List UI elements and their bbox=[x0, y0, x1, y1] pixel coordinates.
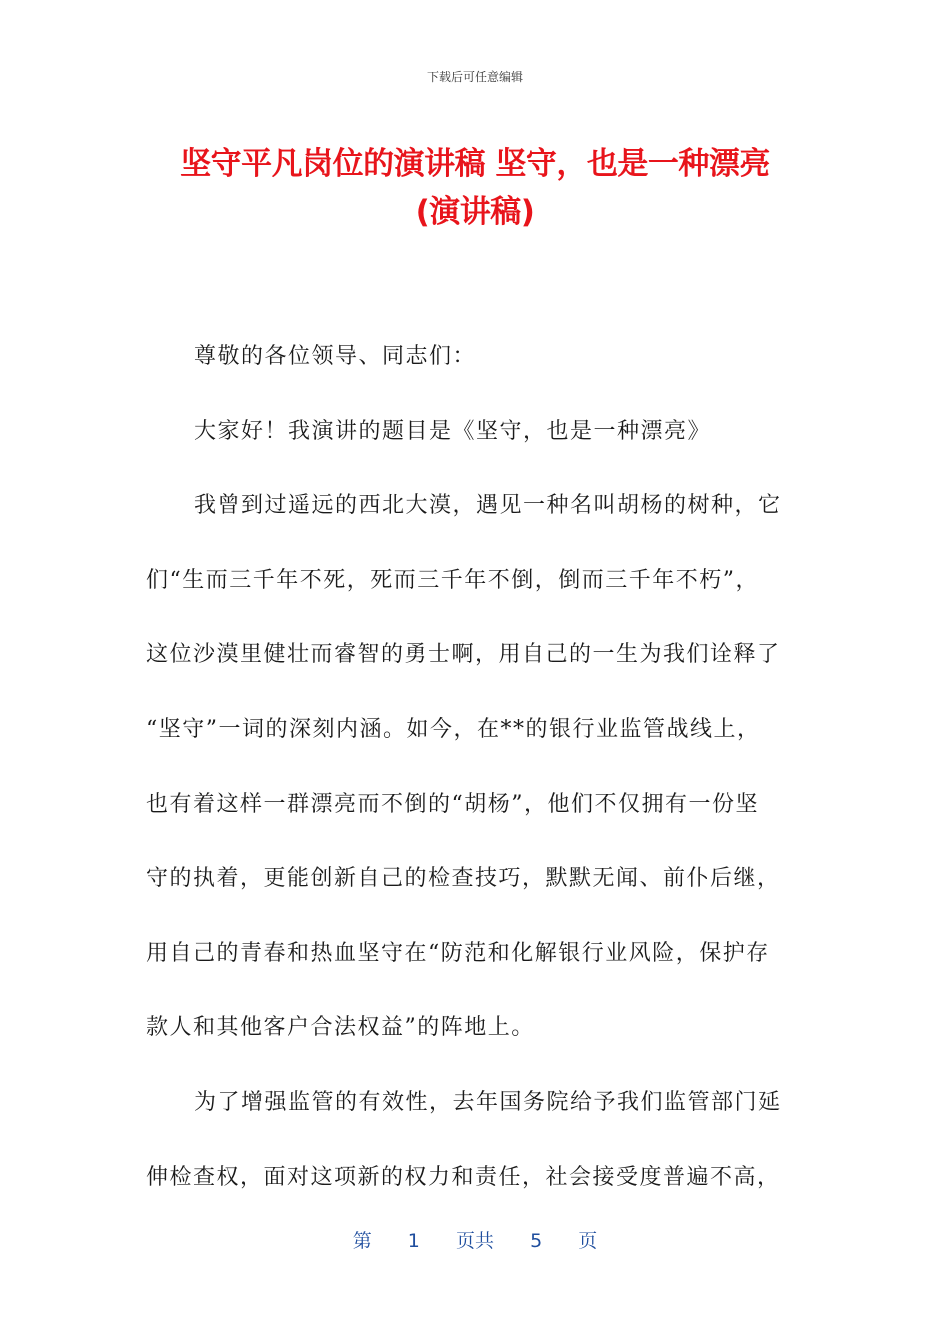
header-note: 下载后可任意编辑 bbox=[426, 70, 523, 84]
page-label-mid: 页共 bbox=[455, 1230, 494, 1252]
paragraph-line: 我曾到过遥远的西北大漠，遇见一种名叫胡杨的树种，它 bbox=[194, 493, 782, 519]
current-page-number: 1 bbox=[407, 1230, 420, 1252]
title-line-2: (演讲稿) bbox=[415, 194, 535, 230]
paragraph-line: 伸检查权，面对这项新的权力和责任，社会接受度普遍不高， bbox=[146, 1164, 781, 1190]
page-footer bbox=[0, 1226, 950, 1253]
paragraph-line: 也有着这样一群漂亮而不倒的“胡杨”，他们不仅拥有一份坚 bbox=[146, 791, 759, 817]
salutation-line: 尊敬的各位领导、同志们： bbox=[194, 344, 477, 369]
page-label-prefix: 第 bbox=[352, 1230, 372, 1252]
paragraph-line: 款人和其他客户合法权益”的阵地上。 bbox=[146, 1015, 535, 1041]
paragraph-line: 这位沙漠里健壮而睿智的勇士啊，用自己的一生为我们诠释了 bbox=[146, 642, 781, 668]
paragraph-line: 们“生而三千年不死，死而三千年不倒，倒而三千年不朽”， bbox=[146, 567, 759, 593]
paragraph-line: 大家好！我演讲的题目是《坚守，也是一种漂亮》 bbox=[194, 418, 712, 444]
paragraph-line: 用自己的青春和热血坚守在“防范和化解银行业风险，保护存 bbox=[146, 940, 770, 966]
document-title bbox=[100, 140, 850, 236]
paragraph-line: 为了增强监管的有效性，去年国务院给予我们监管部门延 bbox=[194, 1089, 782, 1115]
paragraph-line: “坚守”一词的深刻内涵。如今，在**的银行业监管战线上， bbox=[146, 716, 761, 742]
document-body bbox=[146, 320, 806, 1215]
page-label-suffix: 页 bbox=[578, 1230, 598, 1252]
paragraph-line: 守的执着，更能创新自己的检查技巧，默默无闻、前仆后继， bbox=[146, 866, 781, 892]
title-line-1: 坚守平凡岗位的演讲稿 坚守，也是一种漂亮 bbox=[180, 146, 770, 182]
total-pages-number: 5 bbox=[530, 1230, 543, 1252]
